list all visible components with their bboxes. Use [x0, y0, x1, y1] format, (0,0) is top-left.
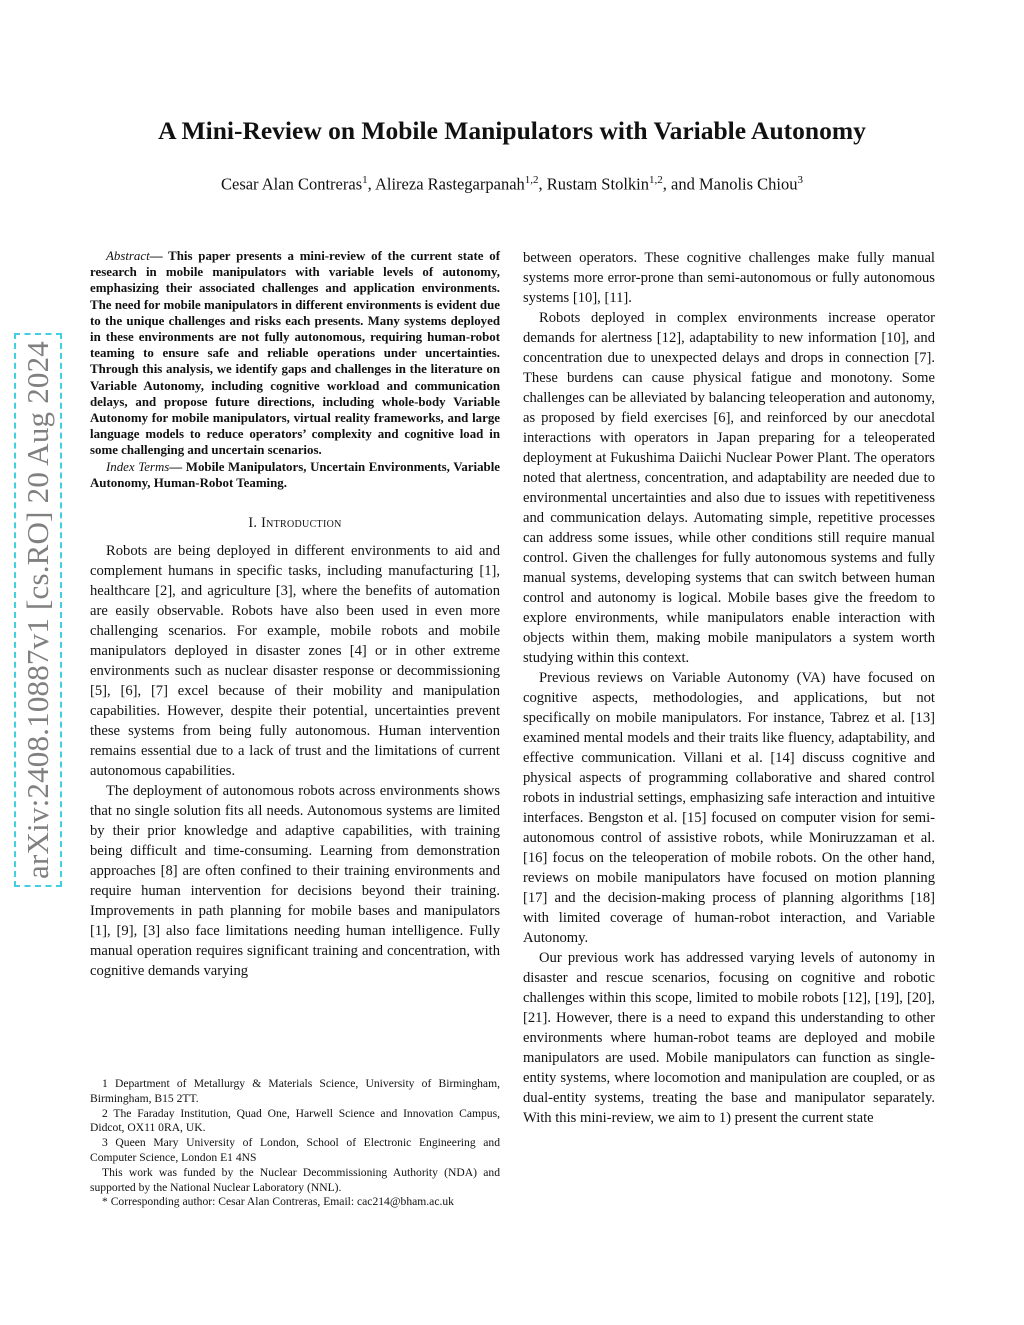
- body-paragraph: The deployment of autonomous robots across environments shows that no single solution fits all needs. Autonomous systems are limited by their prior knowledge and adaptive capabilities, with training being difficult and time-consuming. Learning from demonstration approaches [8] are often confined to their training environments and require human intervention for decisions beyond their training. Improvements in path planning for mobile bases and manipulators [1], [9], [3] also face limitations needing human intelligence. Fully manual operation requires significant training and concentration, with cognitive demands varying: [90, 783, 500, 980]
- abstract-label: Abstract: [106, 249, 150, 263]
- author-name: , Rustam Stolkin: [538, 174, 649, 194]
- abstract-text: This paper presents a mini-review of the current state of research in mobile manipulators with variable levels of autonomy, emphasizing their associated challenges and application environments. The need for mobile manipulators in different environments is evident due to the unique challenges and risks each presents. Many systems deployed in these environments are not fully autonomous, requiring human-robot teaming to ensure safe and reliable operations under uncertainties. Through this analysis, we identify gaps and challenges in the literature on Variable Autonomy, including cognitive workload and communication delays, and propose future directions, including whole-body Variable Autonomy for mobile manipulators, virtual reality frameworks, and large language models to reduce operators’ complexity and cognitive load in some challenging and uncertain scenarios.: [90, 249, 500, 458]
- footnote-affiliation-1: 1 Department of Metallurgy & Materials Science, University of Birmingham, Birmingham, B15 2TT.: [90, 1077, 500, 1105]
- footnote-corresponding-author: * Corresponding author: Cesar Alan Contreras, Email: cac214@bham.ac.uk: [102, 1195, 454, 1209]
- right-column: [523, 248, 935, 1128]
- author-affiliation-mark: 1: [362, 174, 368, 186]
- left-column: [90, 248, 500, 981]
- author-affiliation-mark: 1,2: [649, 174, 663, 186]
- section-heading-introduction: [90, 513, 500, 533]
- author-list: [0, 174, 1024, 195]
- index-terms-dash: —: [169, 459, 186, 474]
- author-name: , Alireza Rastegarpanah: [367, 174, 525, 194]
- author-name: Cesar Alan Contreras: [220, 174, 363, 194]
- paper-title: A Mini-Review on Mobile Manipulators with Variable Autonomy: [158, 116, 866, 145]
- body-paragraph: Robots deployed in complex environments increase operator demands for alertness [12], adaptability to new information [10], and concentration due to unexpected delays and drops in connection [7]. These burdens can cause physical fatigue and monotony. Some challenges can be alleviated by balancing teleoperation and autonomy, as proposed by field exercises [6], and reinforced by our anecdotal interactions with operators in Japan preparing for a teleoperated deployment at Fukushima Daiichi Nuclear Power Plant. The operators noted that alertness, concentration, and adaptability are needed due to environmental uncertainties and also due to issues with repetitiveness and communication delays. Automating simple, repetitive processes can address some issues, while other conditions still require manual control. Given the challenges for fully autonomous systems and fully manual systems, developing systems that can switch between human control and autonomy is logical. Mobile bases give the freedom to explore environments, while manipulators enable interaction with objects within them, making mobile manipulators a system worth studying within this context.: [523, 310, 935, 666]
- footnotes: [90, 1077, 500, 1210]
- body-paragraph: Previous reviews on Variable Autonomy (VA) have focused on cognitive aspects, methodologies, and applications, but not specifically on mobile manipulators. For instance, Tabrez et al. [13] examined mental models and their traits like fluency, adaptability, and effective communication. Villani et al. [14] discuss cognitive and physical aspects of programming collaborative and shared control robots in industrial settings, emphasizing safe interaction and intuitive interfaces. Bengston et al. [15] focused on computer vision for semi-autonomous control of assistive robots, while Moniruzzaman et al. [16] focus on the teleoperation of mobile robots. On the other hand, reviews on mobile manipulators have focused on motion planning [17] and the decision-making process of planning algorithms [18] with limited coverage of human-robot interaction, and Variable Autonomy.: [523, 670, 935, 946]
- index-terms: [90, 459, 500, 491]
- body-paragraph: between operators. These cognitive challenges make fully manual systems more error-prone than semi-autonomous or fully autonomous systems [10], [11].: [523, 250, 935, 306]
- author-name: , and Manolis Chiou: [662, 174, 798, 194]
- arxiv-identifier-stamp: [16, 310, 60, 910]
- abstract: [90, 248, 500, 459]
- footnote-funding: This work was funded by the Nuclear Decommissioning Authority (NDA) and supported by the National Nuclear Laboratory (NNL).: [90, 1165, 500, 1194]
- index-terms-text: Mobile Manipulators, Uncertain Environments, Variable Autonomy, Human-Robot Teaming.: [90, 459, 500, 490]
- author-affiliation-mark: 3: [797, 174, 803, 186]
- footnote-affiliation-2: 2 The Faraday Institution, Quad One, Harwell Science and Innovation Campus, Didcot, OX11 0RA, UK.: [90, 1106, 500, 1135]
- index-terms-label: Index Terms: [106, 459, 170, 474]
- section-title: Introduction: [261, 515, 342, 532]
- section-number: I.: [248, 515, 262, 532]
- footnote-affiliation-3: 3 Queen Mary University of London, School of Electronic Engineering and Computer Science, London E1 4NS: [90, 1136, 500, 1164]
- arxiv-identifier-text: arXiv:2408.10887v1 [cs.RO] 20 Aug 2024: [20, 340, 56, 880]
- body-paragraph: Our previous work has addressed varying levels of autonomy in disaster and rescue scenarios, focusing on cognitive and robotic challenges within this scope, limited to mobile robots [12], [19], [20], [21]. However, there is a need to expand this understanding to other environments where human-robot teams are deployed and mobile manipulators are used. Mobile manipulators can function as single-entity systems, where locomotion and manipulation are coupled, or as dual-entity systems, treating the base and manipulator separately. With this mini-review, we aim to 1) present the current state: [523, 950, 935, 1126]
- author-affiliation-mark: 1,2: [524, 174, 539, 186]
- body-paragraph: Robots are being deployed in different environments to aid and complement humans in specific tasks, including manufacturing [1], healthcare [2], and agriculture [3], where the benefits of automation are easily observable. Robots have also been used in even more challenging scenarios. For example, mobile robots and mobile manipulators deployed in disaster zones [4] or in other extreme environments such as nuclear disaster response or decommissioning [5], [6], [7] excel because of their mobility and manipulation capabilities. However, despite their potential, uncertainties prevent these systems from being fully autonomous. Human intervention remains essential due to a lack of trust and the limitations of current autonomous capabilities.: [90, 543, 500, 780]
- abstract-dash: —: [149, 249, 169, 263]
